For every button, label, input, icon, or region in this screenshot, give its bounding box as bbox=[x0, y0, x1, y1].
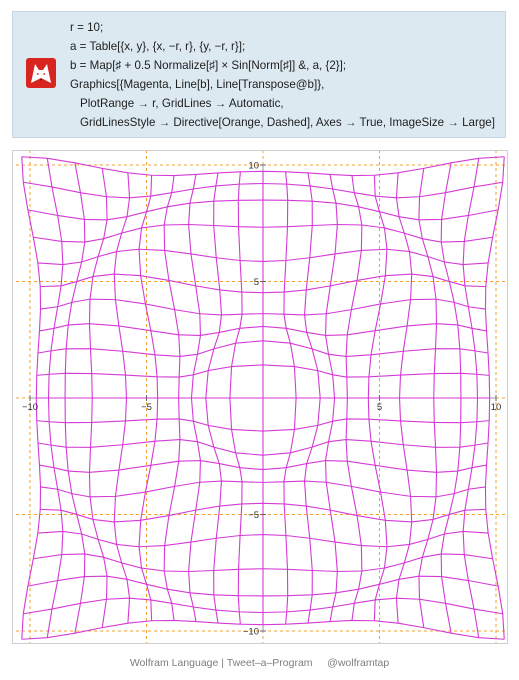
y-tick-label: −5 bbox=[248, 510, 259, 521]
footer-language: Wolfram Language bbox=[129, 657, 219, 669]
footer bbox=[0, 657, 519, 669]
graphics-output bbox=[12, 150, 508, 644]
warped-grid-plot bbox=[13, 151, 507, 643]
footer-handle: @wolframtap bbox=[327, 657, 390, 669]
code-line-3: b = Map[♯ + 0.5 Normalize[♯] × Sin[Norm[♯]] &, a, {2}]; bbox=[70, 59, 347, 72]
code-line-1: r = 10; bbox=[70, 21, 104, 34]
y-tick-label: 10 bbox=[248, 160, 259, 172]
code-input-cell[interactable] bbox=[12, 11, 506, 138]
y-tick-label: 5 bbox=[253, 277, 259, 288]
footer-separator: | bbox=[221, 657, 225, 669]
code-line-2: a = Table[{x, y}, {x, −r, r}, {y, −r, r}]; bbox=[70, 40, 246, 53]
x-tick-label: −5 bbox=[141, 402, 152, 413]
y-tick-label: −10 bbox=[242, 626, 259, 638]
x-tick-label: 5 bbox=[376, 402, 383, 413]
footer-program: Tweet–a–Program bbox=[226, 657, 313, 669]
code-line-5: PlotRange → r, GridLines → Automatic, bbox=[80, 97, 284, 110]
x-tick-label: 10 bbox=[490, 402, 502, 413]
code-line-6: GridLinesStyle → Directive[Orange, Dashed], Axes → True, ImageSize → Large] bbox=[80, 116, 495, 129]
code-line-4: Graphics[{Magenta, Line[b], Line[Transpose@b]}, bbox=[70, 78, 325, 91]
code-text bbox=[13, 12, 505, 137]
x-tick-label: −10 bbox=[21, 402, 39, 413]
